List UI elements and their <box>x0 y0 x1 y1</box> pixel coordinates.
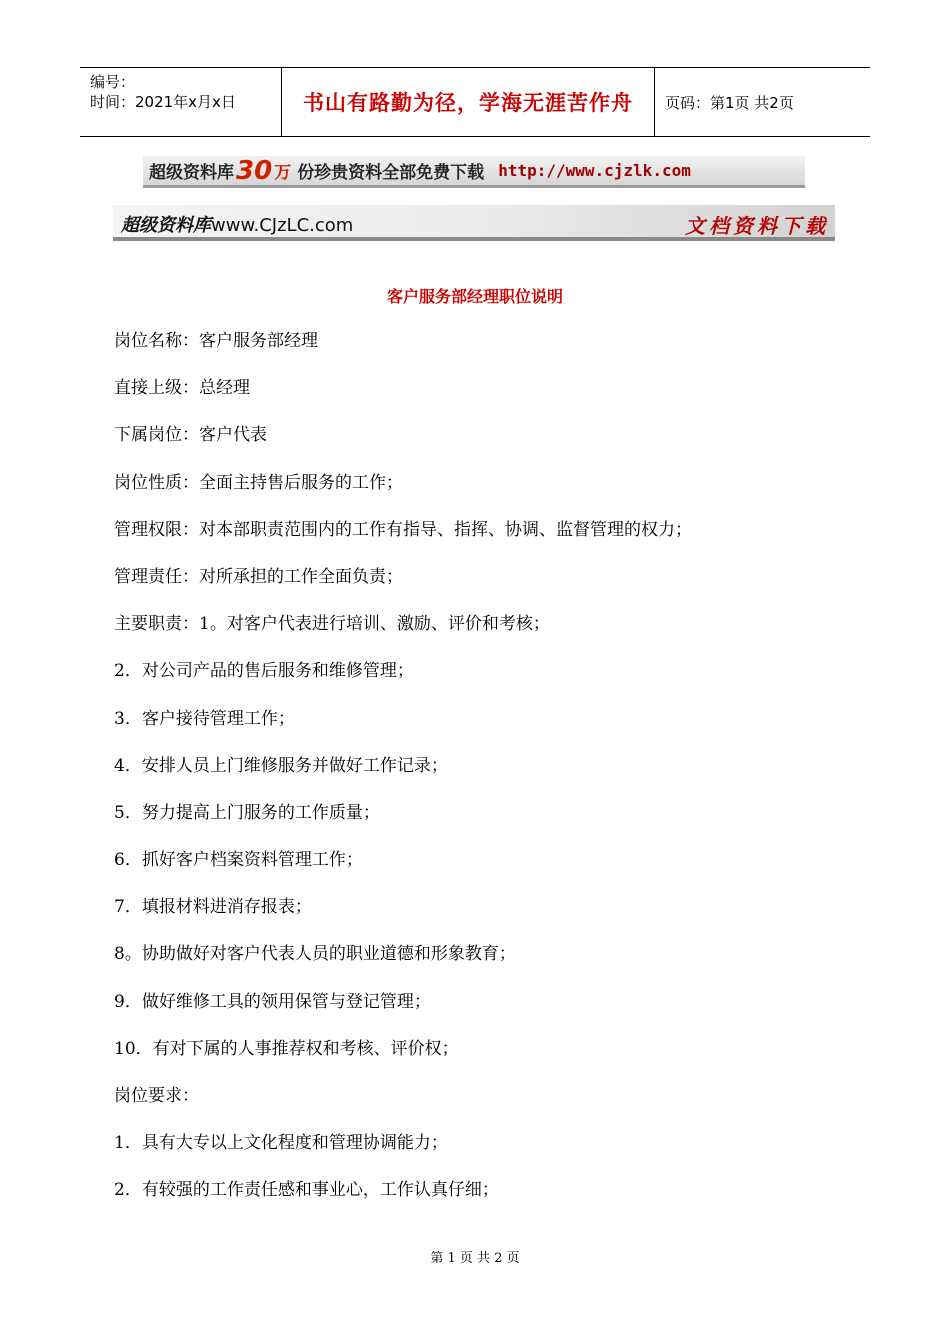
page-footer: 第 1 页 共 2 页 <box>430 1251 520 1266</box>
header-table <box>80 67 870 137</box>
body-line: 1．具有大专以上文化程度和管理协调能力； <box>114 1133 448 1154</box>
banner-number: 30 <box>236 155 273 186</box>
banner-text-before: 超级资料库 <box>149 163 234 183</box>
motto: 书山有路勤为径，学海无涯苦作舟 <box>282 68 655 136</box>
body-line: 5．努力提高上门服务的工作质量； <box>114 802 380 823</box>
body-line: 岗位要求： <box>114 1086 199 1106</box>
body-line: 10．有对下属的人事推荐权和考核、评价权； <box>114 1038 459 1059</box>
body-line: 7．填报材料进消存报表； <box>114 897 312 918</box>
top-banner-ad[interactable] <box>143 156 805 188</box>
banner-text-after: 份珍贵资料全部免费下载 <box>297 163 485 183</box>
banner-site-name: 超级资料库 <box>121 215 211 236</box>
document-body <box>114 328 692 1225</box>
body-line: 2．对公司产品的售后服务和维修管理； <box>114 661 414 682</box>
second-banner-ad[interactable] <box>113 205 835 241</box>
body-line: 管理权限：对本部职责范围内的工作有指导、指挥、协调、监督管理的权力； <box>114 519 692 540</box>
body-line: 岗位名称：客户服务部经理 <box>114 331 318 351</box>
body-line: 3．客户接待管理工作； <box>114 708 295 729</box>
number-label: 编号： <box>90 73 136 91</box>
banner-url-link[interactable]: http://www.cjzlk.com <box>498 161 691 180</box>
document-title: 客户服务部经理职位说明 <box>386 287 563 306</box>
body-line: 直接上级：总经理 <box>114 378 250 399</box>
body-line: 4．安排人员上门维修服务并做好工作记录； <box>114 755 448 776</box>
body-line: 管理责任：对所承担的工作全面负责； <box>114 566 403 587</box>
body-line: 下属岗位：客户代表 <box>114 425 267 446</box>
banner-unit: 万 <box>274 163 292 183</box>
body-line: 岗位性质：全面主持售后服务的工作； <box>114 472 403 493</box>
header-meta-cell <box>80 68 282 136</box>
banner-download-tagline: 文档资料下载 <box>685 214 829 238</box>
body-line: 8。协助做好对客户代表人员的职业道德和形象教育； <box>114 944 516 965</box>
body-line: 6．抓好客户档案资料管理工作； <box>114 850 363 871</box>
banner-site-url: www.CJzLC.com <box>211 215 354 236</box>
body-line: 9．做好维修工具的领用保管与登记管理； <box>114 991 431 1012</box>
body-line: 主要职责：1。对客户代表进行培训、激励、评价和考核； <box>114 614 550 635</box>
banner-site-logo <box>121 211 353 237</box>
body-line: 2．有较强的工作责任感和事业心，工作认真仔细； <box>114 1180 499 1201</box>
time-label: 时间：2021年x月x日 <box>90 93 236 111</box>
page-info: 页码：第1页 共2页 <box>665 93 794 112</box>
